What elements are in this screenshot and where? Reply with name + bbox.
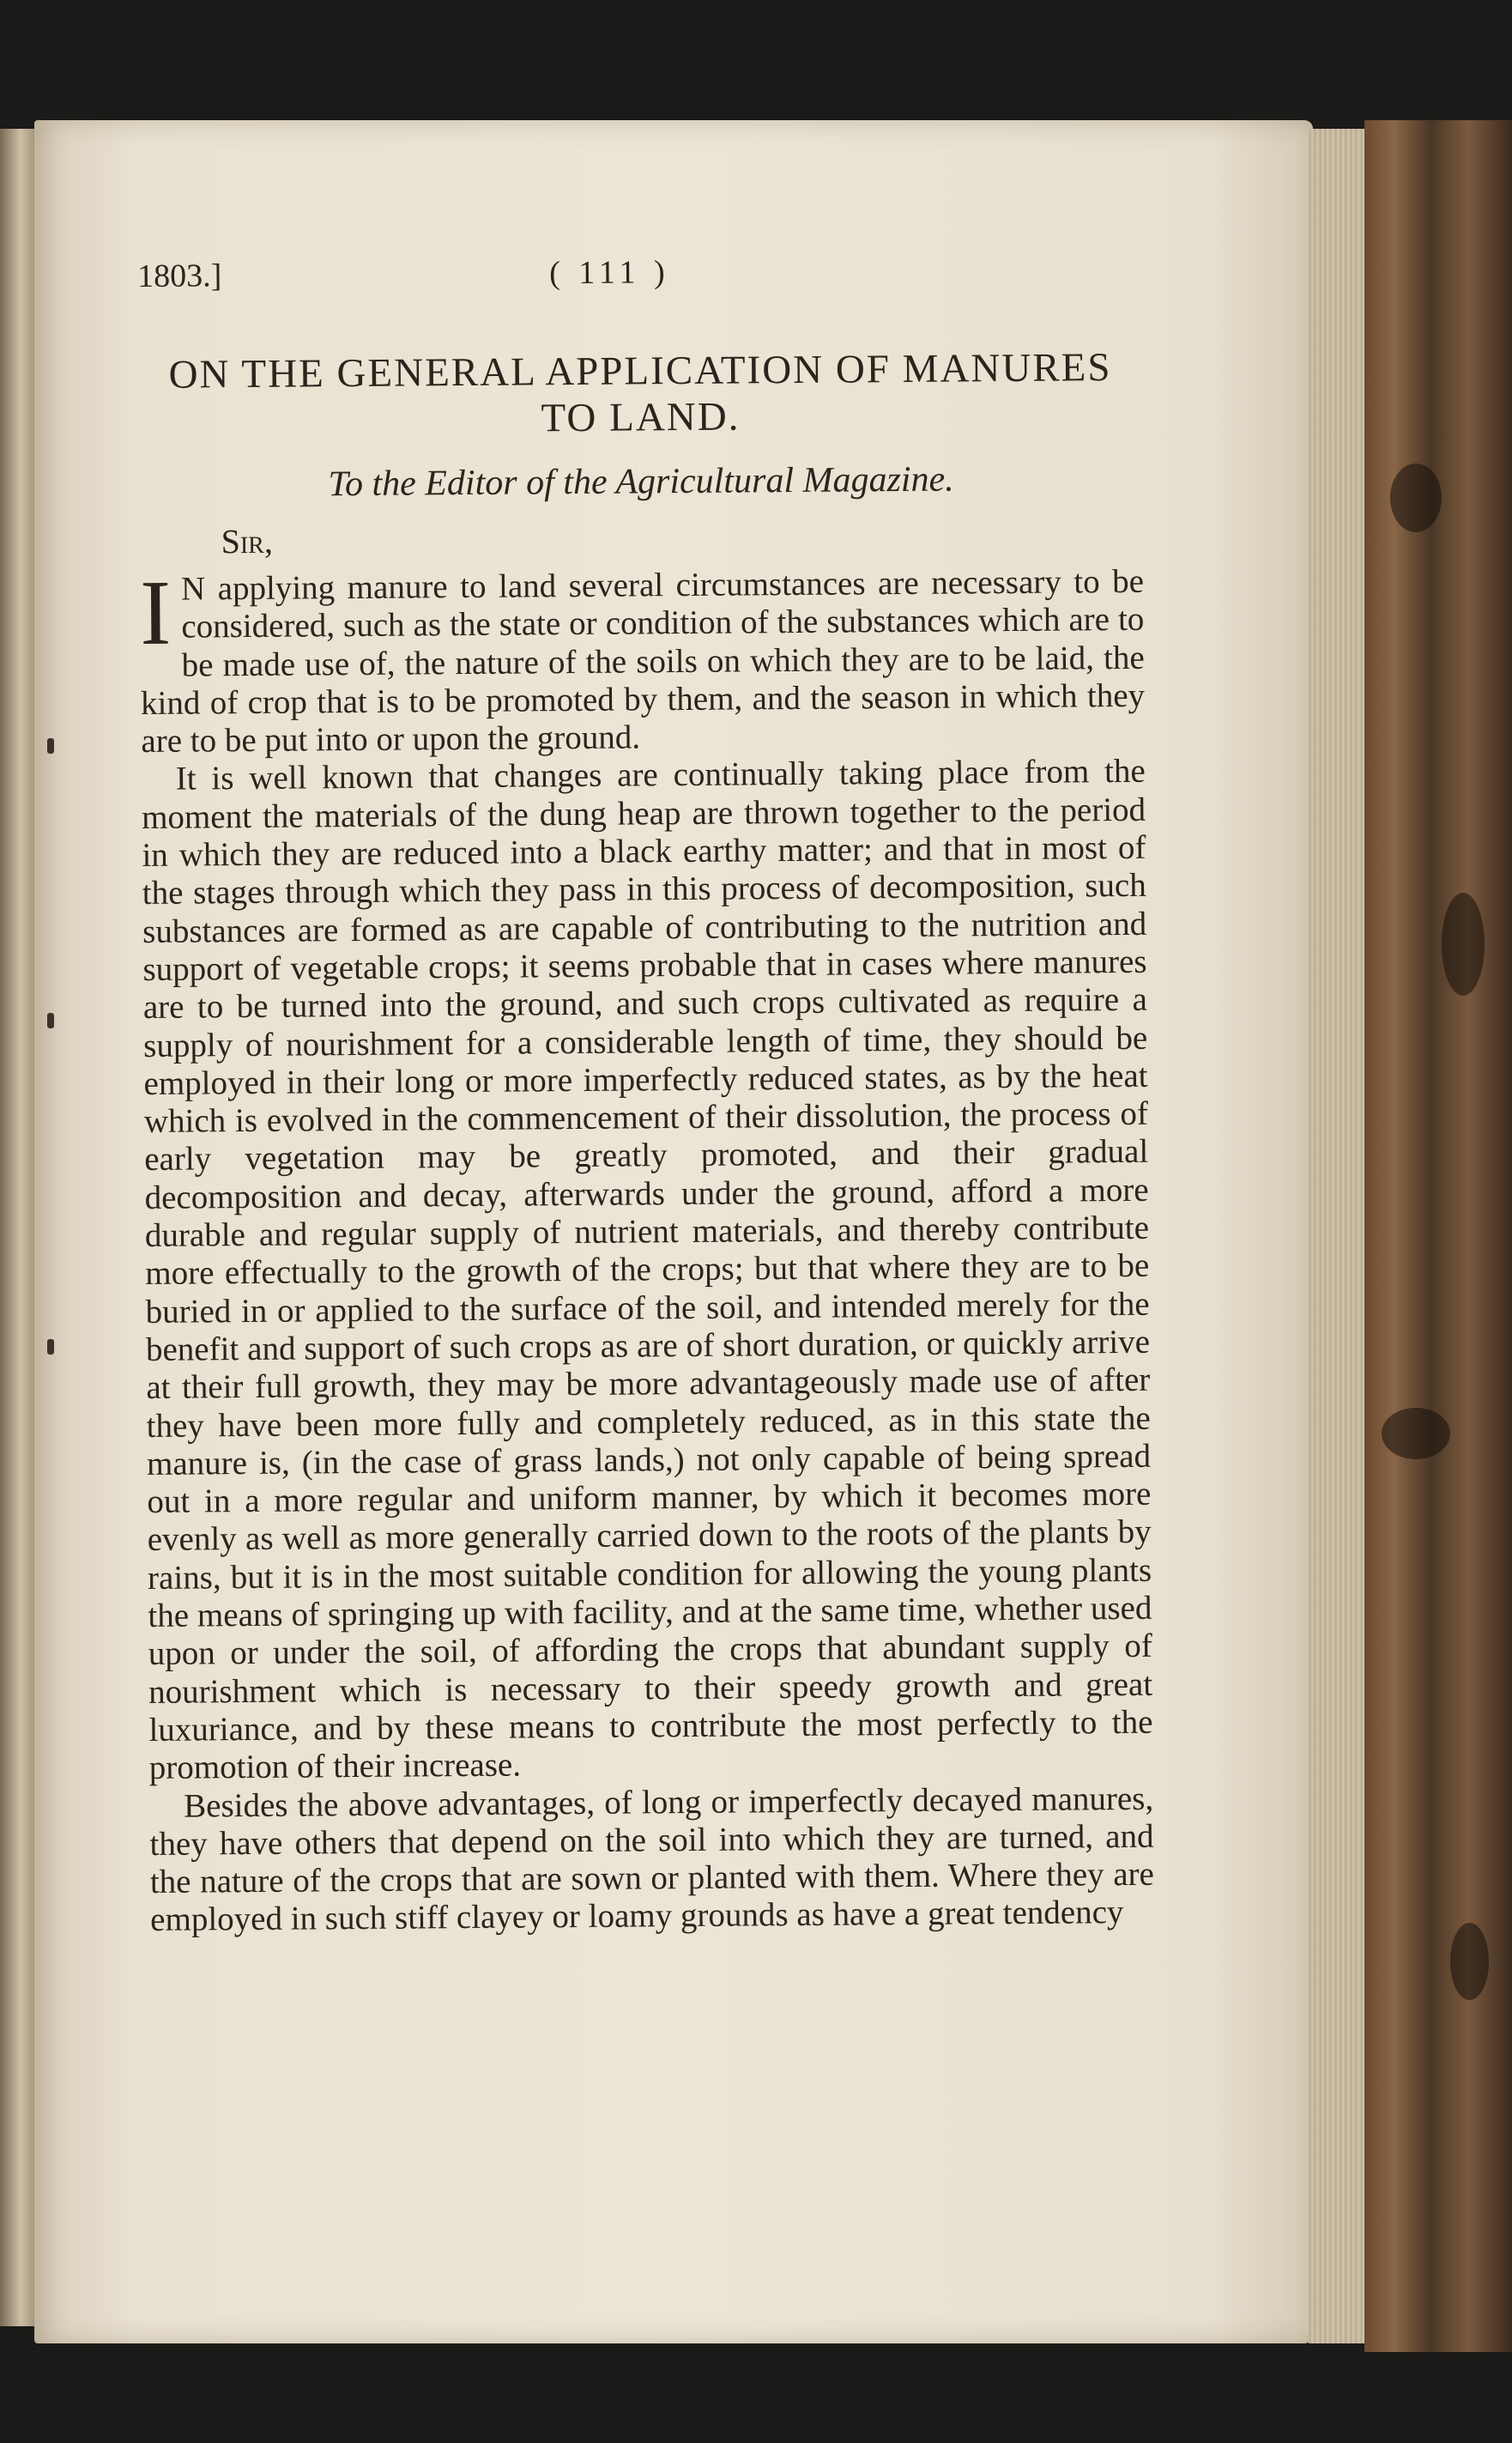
- paragraph: It is well known that changes are continually taking place from the moment the materials of the dung heap are thrown together to the period in which they are reduced into a black earthy matter; and that in most of the stages through which they pass in this process of decomposition, such substances are formed as are capable of contributing to the nutrition and support of vegetable crops; it seems probable that in cases where manures are to be turned into the ground, and such crops cultivated as require a supply of nourishment for a considerable length of time, they should be employed in their long or more imperfectly reduced states, as by the heat which is evolved in the commencement of their dissolution, the process of early vegetation may be greatly promoted, and their gradual decomposition and decay, afterwards under the ground, afford a more durable and regular supply of nutrient materials, and thereby contribute more effectually to the growth of the crops; but that where they are to be buried in or applied to the surface of the soil, and intended merely for the benefit and support of such crops as are of short duration, or quickly arrive at their full growth, they may be more advantageously made use of after they have been more fully and completely reduced, as in this state the manure is, (in the case of grass lands,) not only capable of being spread out in a more regular and uniform manner, by which it becomes more evenly as well as more generally carried down to the roots of the plants by rains, but it is in the most suitable condition for allowing the young plants the means of springing up with facility, and at the same time, whether used upon or under the soil, of affording the crops that abundant supply of nourishment which is necessary to their speedy growth and great luxuriance, and by these means to contribute the most perfectly to the promotion of their increase.: [141, 753, 1153, 1787]
- cover-marbling: [1382, 1408, 1450, 1459]
- cover-marbling: [1450, 1923, 1489, 2000]
- article-title: [138, 344, 1143, 445]
- page-year: 1803.]: [137, 258, 222, 294]
- paragraph: [140, 563, 1146, 761]
- margin-mark: [47, 1013, 54, 1028]
- title-line: TO LAND.: [541, 394, 741, 441]
- drop-cap: I: [139, 561, 172, 664]
- body-text: [140, 563, 1154, 1940]
- article-subtitle: To the Editor of the Agricultural Magazine.: [328, 459, 954, 505]
- title-line: ON THE GENERAL APPLICATION OF MANURES: [168, 345, 1112, 397]
- running-head: [137, 250, 1141, 309]
- margin-mark: [47, 738, 54, 754]
- paragraph: Besides the above advantages, of long or imperfectly decayed manures, they have others that depend on the soil into which they are turned, and the nature of the crops that are sown or planted with them. Where they are employed in such stiff clayey or loamy grounds as have a great tendency: [149, 1779, 1154, 1939]
- paragraph-text: N applying manure to land several circumstances are necessary to be considered, such as the state or condition of the substances which are to be made use of, the nature of the soils on which they are to be laid, the kind of crop that is to be promoted by them, and the season in which they are to be put into or upon the ground.: [140, 562, 1146, 761]
- facing-page-edge: [0, 129, 34, 2326]
- cover-marbling: [1442, 893, 1485, 996]
- marbled-cover: [1364, 120, 1512, 2352]
- page-edges: [1309, 129, 1369, 2343]
- cover-marbling: [1390, 464, 1442, 532]
- printed-text: [137, 250, 1154, 1940]
- margin-mark: [47, 1339, 54, 1355]
- page-number: ( 111 ): [548, 254, 670, 292]
- salutation: Sir,: [221, 521, 274, 561]
